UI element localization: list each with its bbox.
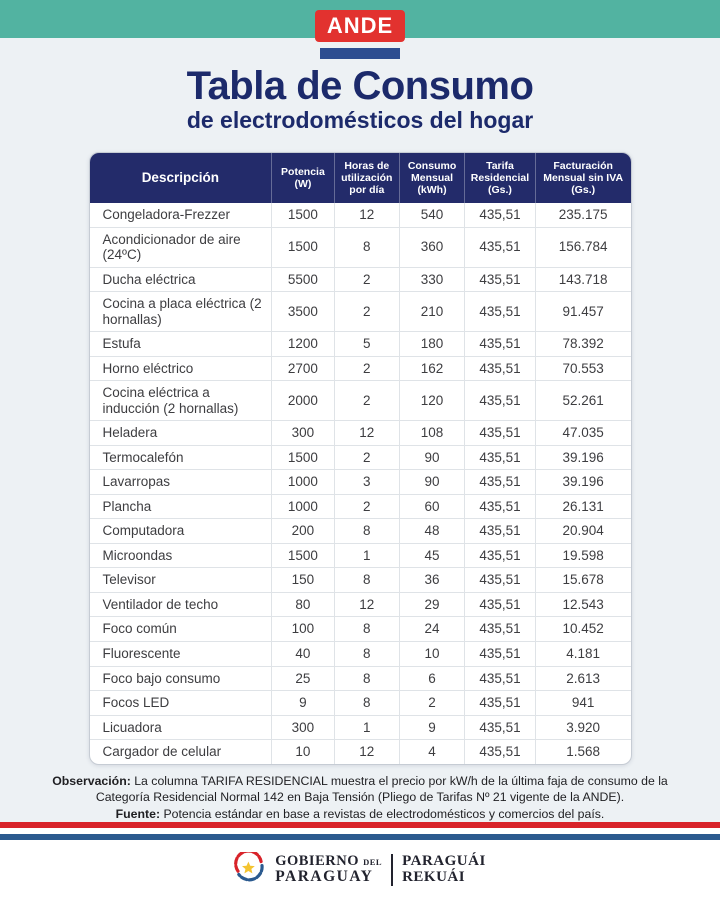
cell-consumo: 60 — [399, 494, 464, 519]
paraguay-word: PARAGUAY — [275, 868, 374, 886]
table-row — [90, 641, 631, 666]
cell-horas: 2 — [334, 356, 399, 381]
cell-descripcion: Plancha — [90, 494, 272, 519]
cell-consumo: 4 — [399, 740, 464, 764]
cell-tarifa: 435,51 — [465, 494, 536, 519]
cell-facturacion: 3.920 — [535, 715, 630, 740]
cell-facturacion: 143.718 — [535, 267, 630, 292]
cell-potencia: 300 — [272, 715, 335, 740]
fuente-text: Potencia estándar en base a revistas de electrodomésticos y comercios del país. — [160, 806, 605, 821]
table-row — [90, 617, 631, 642]
cell-potencia: 300 — [272, 421, 335, 446]
cell-facturacion: 70.553 — [535, 356, 630, 381]
table-row — [90, 470, 631, 495]
del-word: DEL — [363, 857, 383, 868]
cell-tarifa: 435,51 — [465, 356, 536, 381]
cell-horas: 2 — [334, 494, 399, 519]
cell-tarifa: 435,51 — [465, 381, 536, 421]
cell-consumo: 24 — [399, 617, 464, 642]
cell-horas: 8 — [334, 666, 399, 691]
cell-potencia: 5500 — [272, 267, 335, 292]
cell-consumo: 180 — [399, 332, 464, 357]
cell-potencia: 2000 — [272, 381, 335, 421]
cell-horas: 2 — [334, 267, 399, 292]
cell-potencia: 1500 — [272, 543, 335, 568]
cell-descripcion: Televisor — [90, 568, 272, 593]
observacion-text: La columna TARIFA RESIDENCIAL muestra el precio por kW/h de la última faja de consumo de la Categoría Residencial Normal 142 en Baja Tensión (Pliego de Tarifas Nº 21 vigente de la ANDE). — [95, 773, 668, 805]
ande-logo — [315, 10, 405, 59]
cell-horas: 8 — [334, 568, 399, 593]
cell-potencia: 200 — [272, 519, 335, 544]
cell-descripcion: Acondicionador de aire (24ºC) — [90, 227, 272, 267]
table-row — [90, 740, 631, 764]
fuente-label: Fuente: — [115, 806, 161, 821]
cell-facturacion: 91.457 — [535, 292, 630, 332]
cell-tarifa: 435,51 — [465, 332, 536, 357]
table-row — [90, 267, 631, 292]
cell-consumo: 29 — [399, 592, 464, 617]
rekuai-word: REKUÁI — [402, 869, 466, 885]
cell-facturacion: 20.904 — [535, 519, 630, 544]
cell-potencia: 1500 — [272, 445, 335, 470]
cell-facturacion: 156.784 — [535, 227, 630, 267]
cell-descripcion: Horno eléctrico — [90, 356, 272, 381]
cell-horas: 8 — [334, 641, 399, 666]
cell-tarifa: 435,51 — [465, 617, 536, 642]
cell-descripcion: Cocina eléctrica a inducción (2 hornallas) — [90, 381, 272, 421]
cell-descripcion: Lavarropas — [90, 470, 272, 495]
cell-potencia: 1500 — [272, 203, 335, 227]
footer — [0, 840, 720, 900]
cell-potencia: 1500 — [272, 227, 335, 267]
table-row — [90, 666, 631, 691]
cell-facturacion: 39.196 — [535, 445, 630, 470]
table-row — [90, 494, 631, 519]
column-header-facturacion: Facturación Mensual sin IVA (Gs.) — [535, 153, 630, 203]
cell-potencia: 80 — [272, 592, 335, 617]
cell-consumo: 9 — [399, 715, 464, 740]
cell-consumo: 210 — [399, 292, 464, 332]
cell-descripcion: Microondas — [90, 543, 272, 568]
cell-horas: 12 — [334, 740, 399, 764]
cell-consumo: 120 — [399, 381, 464, 421]
cell-consumo: 108 — [399, 421, 464, 446]
column-header-descripcion: Descripción — [90, 153, 272, 203]
cell-tarifa: 435,51 — [465, 543, 536, 568]
cell-consumo: 48 — [399, 519, 464, 544]
table-row — [90, 592, 631, 617]
cell-tarifa: 435,51 — [465, 519, 536, 544]
cell-descripcion: Fluorescente — [90, 641, 272, 666]
cell-tarifa: 435,51 — [465, 267, 536, 292]
cell-potencia: 9 — [272, 691, 335, 716]
cell-horas: 12 — [334, 592, 399, 617]
cell-horas: 8 — [334, 519, 399, 544]
table-row — [90, 203, 631, 227]
cell-tarifa: 435,51 — [465, 715, 536, 740]
cell-consumo: 162 — [399, 356, 464, 381]
cell-tarifa: 435,51 — [465, 292, 536, 332]
cell-descripcion: Congeladora-Frezzer — [102, 207, 231, 223]
cell-horas: 5 — [334, 332, 399, 357]
cell-potencia: 25 — [272, 666, 335, 691]
table-row — [90, 568, 631, 593]
cell-consumo: 90 — [399, 470, 464, 495]
cell-horas: 2 — [334, 445, 399, 470]
cell-consumo: 6 — [399, 666, 464, 691]
gobierno-paraguay-logo — [234, 852, 486, 889]
cell-tarifa: 435,51 — [465, 470, 536, 495]
table-row — [90, 691, 631, 716]
cell-tarifa: 435,51 — [465, 203, 536, 227]
cell-facturacion: 4.181 — [535, 641, 630, 666]
cell-tarifa: 435,51 — [465, 568, 536, 593]
cell-potencia: 3500 — [272, 292, 335, 332]
ande-logo-underline — [320, 48, 400, 59]
cell-consumo: 2 — [399, 691, 464, 716]
table-row — [90, 292, 631, 332]
consumption-table-container — [89, 152, 632, 765]
cell-descripcion: Cocina a placa eléctrica (2 hornallas) — [90, 292, 272, 332]
cell-tarifa: 435,51 — [465, 445, 536, 470]
cell-potencia: 1000 — [272, 470, 335, 495]
cell-potencia: 150 — [272, 568, 335, 593]
cell-consumo: 330 — [399, 267, 464, 292]
table-row — [90, 227, 631, 267]
table-body — [90, 203, 631, 763]
table-row — [90, 519, 631, 544]
cell-descripcion: Estufa — [90, 332, 272, 357]
cell-facturacion: 12.543 — [535, 592, 630, 617]
cell-descripcion: Ventilador de techo — [90, 592, 272, 617]
cell-facturacion: 15.678 — [535, 568, 630, 593]
consumption-table — [90, 153, 631, 764]
cell-horas: 1 — [334, 715, 399, 740]
cell-potencia: 10 — [272, 740, 335, 764]
cell-descripcion: Foco bajo consumo — [90, 666, 272, 691]
cell-tarifa: 435,51 — [465, 666, 536, 691]
cell-facturacion: 235.175 — [535, 203, 630, 227]
cell-facturacion: 1.568 — [535, 740, 630, 764]
paraguai-word: PARAGUÁI — [402, 853, 486, 870]
cell-facturacion: 26.131 — [535, 494, 630, 519]
column-header-potencia: Potencia (W) — [272, 153, 335, 203]
cell-consumo: 540 — [399, 203, 464, 227]
cell-horas: 2 — [334, 292, 399, 332]
table-row — [90, 381, 631, 421]
cell-potencia: 1200 — [272, 332, 335, 357]
gobierno-word: GOBIERNO — [275, 853, 359, 870]
footnotes — [28, 773, 692, 822]
table-row — [90, 356, 631, 381]
cell-facturacion: 10.452 — [535, 617, 630, 642]
cell-potencia: 40 — [272, 641, 335, 666]
cell-descripcion: Termocalefón — [90, 445, 272, 470]
cell-facturacion: 2.613 — [535, 666, 630, 691]
cell-horas: 8 — [334, 617, 399, 642]
cell-horas: 2 — [334, 381, 399, 421]
cell-tarifa: 435,51 — [465, 691, 536, 716]
cell-tarifa: 435,51 — [465, 421, 536, 446]
cell-consumo: 45 — [399, 543, 464, 568]
table-row — [90, 445, 631, 470]
cell-horas: 3 — [334, 470, 399, 495]
table-row — [90, 715, 631, 740]
cell-horas: 8 — [334, 691, 399, 716]
cell-tarifa: 435,51 — [465, 592, 536, 617]
cell-descripcion: Cargador de celular — [90, 740, 272, 764]
page-title: Tabla de Consumo — [186, 64, 534, 108]
guarani-text — [402, 854, 486, 886]
cell-descripcion: Ducha eléctrica — [90, 267, 272, 292]
cell-tarifa: 435,51 — [465, 641, 536, 666]
column-header-consumo: Consumo Mensual (kWh) — [399, 153, 464, 203]
cell-facturacion: 39.196 — [535, 470, 630, 495]
cell-descripcion: Licuadora — [90, 715, 272, 740]
table-row — [90, 543, 631, 568]
cell-descripcion: Focos LED — [90, 691, 272, 716]
paraguay-emblem-icon — [234, 852, 266, 889]
cell-facturacion: 52.261 — [535, 381, 630, 421]
cell-horas: 8 — [334, 227, 399, 267]
cell-horas: 12 — [334, 203, 399, 227]
cell-facturacion: 941 — [535, 691, 630, 716]
cell-facturacion: 78.392 — [535, 332, 630, 357]
cell-tarifa: 435,51 — [465, 227, 536, 267]
cell-consumo: 36 — [399, 568, 464, 593]
ande-logo-box — [315, 10, 405, 42]
table-row — [90, 332, 631, 357]
gobierno-text — [275, 854, 382, 885]
cell-tarifa: 435,51 — [465, 740, 536, 764]
cell-consumo: 90 — [399, 445, 464, 470]
cell-consumo: 10 — [399, 641, 464, 666]
cell-consumo: 360 — [399, 227, 464, 267]
cell-horas: 12 — [334, 421, 399, 446]
cell-potencia: 100 — [272, 617, 335, 642]
cell-horas: 1 — [334, 543, 399, 568]
cell-facturacion: 47.035 — [535, 421, 630, 446]
column-header-horas: Horas de utilización por día — [334, 153, 399, 203]
table-row — [90, 421, 631, 446]
cell-descripcion: Foco común — [90, 617, 272, 642]
column-header-tarifa: Tarifa Residencial (Gs.) — [465, 153, 536, 203]
page-subtitle: de electrodomésticos del hogar — [186, 107, 534, 133]
cell-descripcion: Heladera — [90, 421, 272, 446]
table-header-row — [90, 153, 631, 203]
cell-potencia: 1000 — [272, 494, 335, 519]
cell-descripcion: Computadora — [90, 519, 272, 544]
logo-divider — [391, 854, 393, 886]
main-content — [0, 38, 720, 822]
cell-potencia: 2700 — [272, 356, 335, 381]
cell-facturacion: 19.598 — [535, 543, 630, 568]
ande-logo-text: ANDE — [326, 13, 394, 38]
observacion-label: Observación: — [52, 773, 131, 788]
